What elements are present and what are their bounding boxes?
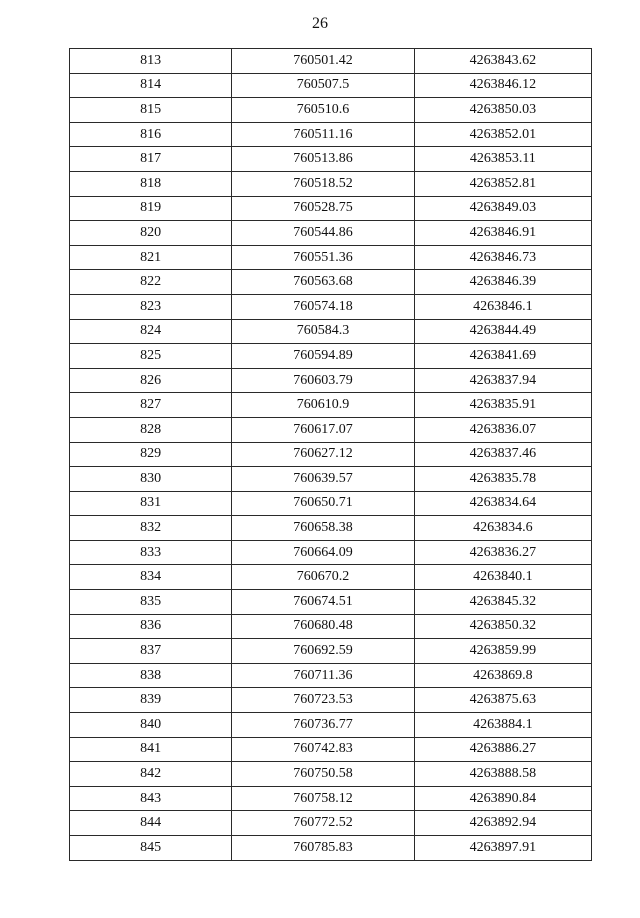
table-row (70, 713, 592, 738)
point-number-cell: 832 (70, 516, 232, 541)
table-row (70, 344, 592, 369)
x-coordinate-cell: 760680.48 (232, 614, 414, 639)
point-number-cell: 839 (70, 688, 232, 713)
point-number-cell: 828 (70, 417, 232, 442)
y-coordinate-cell: 4263837.94 (414, 368, 591, 393)
point-number-cell: 821 (70, 245, 232, 270)
x-coordinate-cell: 760501.42 (232, 49, 414, 74)
y-coordinate-cell: 4263845.32 (414, 590, 591, 615)
point-number-cell: 845 (70, 836, 232, 861)
table-row (70, 688, 592, 713)
point-number-cell: 826 (70, 368, 232, 393)
table-row (70, 393, 592, 418)
x-coordinate-cell: 760574.18 (232, 294, 414, 319)
table-row (70, 811, 592, 836)
table-row (70, 786, 592, 811)
y-coordinate-cell: 4263886.27 (414, 737, 591, 762)
y-coordinate-cell: 4263846.1 (414, 294, 591, 319)
x-coordinate-cell: 760723.53 (232, 688, 414, 713)
y-coordinate-cell: 4263859.99 (414, 639, 591, 664)
y-coordinate-cell: 4263841.69 (414, 344, 591, 369)
point-number-cell: 836 (70, 614, 232, 639)
x-coordinate-cell: 760711.36 (232, 663, 414, 688)
x-coordinate-cell: 760610.9 (232, 393, 414, 418)
y-coordinate-cell: 4263843.62 (414, 49, 591, 74)
point-number-cell: 835 (70, 590, 232, 615)
x-coordinate-cell: 760658.38 (232, 516, 414, 541)
point-number-cell: 844 (70, 811, 232, 836)
y-coordinate-cell: 4263846.39 (414, 270, 591, 295)
x-coordinate-cell: 760785.83 (232, 836, 414, 861)
x-coordinate-cell: 760511.16 (232, 122, 414, 147)
table-row (70, 491, 592, 516)
x-coordinate-cell: 760670.2 (232, 565, 414, 590)
x-coordinate-cell: 760513.86 (232, 147, 414, 172)
point-number-cell: 831 (70, 491, 232, 516)
page-number: 26 (312, 15, 328, 32)
table-row (70, 122, 592, 147)
y-coordinate-cell: 4263852.81 (414, 171, 591, 196)
table-row (70, 98, 592, 123)
table-row (70, 147, 592, 172)
point-number-cell: 814 (70, 73, 232, 98)
table-row (70, 270, 592, 295)
y-coordinate-cell: 4263890.84 (414, 786, 591, 811)
table-row (70, 294, 592, 319)
y-coordinate-cell: 4263849.03 (414, 196, 591, 221)
point-number-cell: 829 (70, 442, 232, 467)
point-number-cell: 813 (70, 49, 232, 74)
point-number-cell: 838 (70, 663, 232, 688)
x-coordinate-cell: 760627.12 (232, 442, 414, 467)
y-coordinate-cell: 4263836.07 (414, 417, 591, 442)
table-row (70, 245, 592, 270)
point-number-cell: 820 (70, 221, 232, 246)
y-coordinate-cell: 4263853.11 (414, 147, 591, 172)
table-row (70, 171, 592, 196)
x-coordinate-cell: 760507.5 (232, 73, 414, 98)
coordinate-table-body (70, 49, 592, 861)
table-row (70, 836, 592, 861)
y-coordinate-cell: 4263875.63 (414, 688, 591, 713)
point-number-cell: 840 (70, 713, 232, 738)
x-coordinate-cell: 760551.36 (232, 245, 414, 270)
x-coordinate-cell: 760584.3 (232, 319, 414, 344)
x-coordinate-cell: 760617.07 (232, 417, 414, 442)
point-number-cell: 819 (70, 196, 232, 221)
x-coordinate-cell: 760736.77 (232, 713, 414, 738)
table-row (70, 319, 592, 344)
table-row (70, 762, 592, 787)
table-row (70, 737, 592, 762)
y-coordinate-cell: 4263850.03 (414, 98, 591, 123)
x-coordinate-cell: 760510.6 (232, 98, 414, 123)
point-number-cell: 843 (70, 786, 232, 811)
table-row (70, 221, 592, 246)
table-row (70, 663, 592, 688)
y-coordinate-cell: 4263846.12 (414, 73, 591, 98)
y-coordinate-cell: 4263892.94 (414, 811, 591, 836)
table-row (70, 196, 592, 221)
point-number-cell: 825 (70, 344, 232, 369)
y-coordinate-cell: 4263837.46 (414, 442, 591, 467)
table-row (70, 565, 592, 590)
point-number-cell: 815 (70, 98, 232, 123)
table-row (70, 417, 592, 442)
table-row (70, 590, 592, 615)
x-coordinate-cell: 760664.09 (232, 540, 414, 565)
y-coordinate-cell: 4263834.6 (414, 516, 591, 541)
point-number-cell: 827 (70, 393, 232, 418)
point-number-cell: 816 (70, 122, 232, 147)
y-coordinate-cell: 4263836.27 (414, 540, 591, 565)
y-coordinate-cell: 4263835.91 (414, 393, 591, 418)
y-coordinate-cell: 4263840.1 (414, 565, 591, 590)
table-row (70, 639, 592, 664)
x-coordinate-cell: 760692.59 (232, 639, 414, 664)
table-row (70, 49, 592, 74)
point-number-cell: 841 (70, 737, 232, 762)
table-row (70, 614, 592, 639)
y-coordinate-cell: 4263897.91 (414, 836, 591, 861)
x-coordinate-cell: 760639.57 (232, 467, 414, 492)
y-coordinate-cell: 4263850.32 (414, 614, 591, 639)
x-coordinate-cell: 760594.89 (232, 344, 414, 369)
y-coordinate-cell: 4263846.91 (414, 221, 591, 246)
point-number-cell: 833 (70, 540, 232, 565)
point-number-cell: 834 (70, 565, 232, 590)
x-coordinate-cell: 760758.12 (232, 786, 414, 811)
point-number-cell: 824 (70, 319, 232, 344)
x-coordinate-cell: 760518.52 (232, 171, 414, 196)
x-coordinate-cell: 760528.75 (232, 196, 414, 221)
point-number-cell: 818 (70, 171, 232, 196)
point-number-cell: 817 (70, 147, 232, 172)
point-number-cell: 837 (70, 639, 232, 664)
x-coordinate-cell: 760742.83 (232, 737, 414, 762)
y-coordinate-cell: 4263835.78 (414, 467, 591, 492)
point-number-cell: 822 (70, 270, 232, 295)
y-coordinate-cell: 4263884.1 (414, 713, 591, 738)
point-number-cell: 842 (70, 762, 232, 787)
y-coordinate-cell: 4263888.58 (414, 762, 591, 787)
y-coordinate-cell: 4263869.8 (414, 663, 591, 688)
y-coordinate-cell: 4263852.01 (414, 122, 591, 147)
table-row (70, 540, 592, 565)
x-coordinate-cell: 760750.58 (232, 762, 414, 787)
x-coordinate-cell: 760772.52 (232, 811, 414, 836)
coordinate-table (69, 48, 592, 861)
point-number-cell: 823 (70, 294, 232, 319)
x-coordinate-cell: 760674.51 (232, 590, 414, 615)
x-coordinate-cell: 760603.79 (232, 368, 414, 393)
table-row (70, 467, 592, 492)
y-coordinate-cell: 4263844.49 (414, 319, 591, 344)
x-coordinate-cell: 760563.68 (232, 270, 414, 295)
x-coordinate-cell: 760650.71 (232, 491, 414, 516)
table-row (70, 368, 592, 393)
table-row (70, 442, 592, 467)
table-row (70, 516, 592, 541)
y-coordinate-cell: 4263834.64 (414, 491, 591, 516)
table-row (70, 73, 592, 98)
point-number-cell: 830 (70, 467, 232, 492)
x-coordinate-cell: 760544.86 (232, 221, 414, 246)
y-coordinate-cell: 4263846.73 (414, 245, 591, 270)
